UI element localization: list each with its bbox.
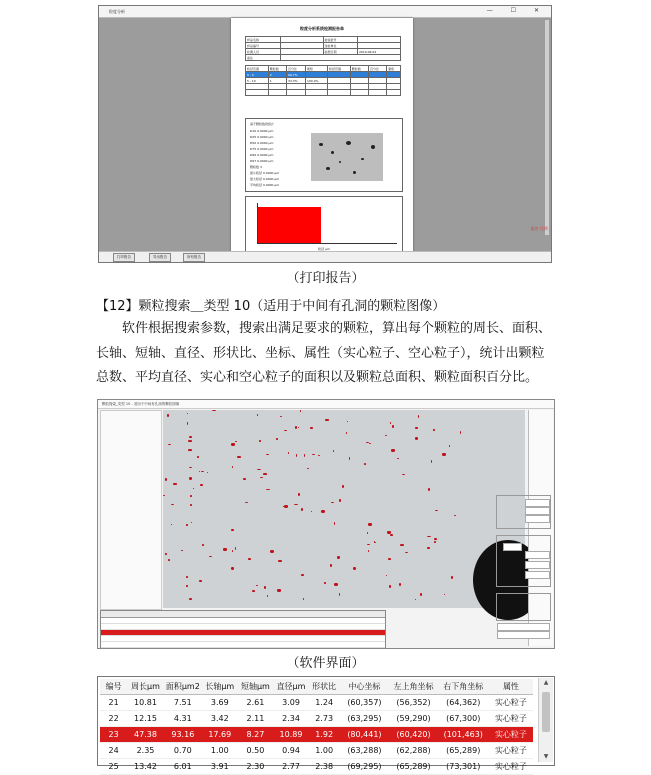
particle-mark bbox=[333, 450, 334, 452]
col-header[interactable]: 属性 bbox=[489, 679, 533, 695]
col-header[interactable]: 右下角坐标 bbox=[438, 679, 489, 695]
table-cell: (65,289) bbox=[389, 759, 437, 775]
paragraph-line-2: 长轴、短轴、直径、形状比、坐标、属性（实心粒子、空心粒子），统计出颗粒 bbox=[96, 346, 545, 361]
particle-mark bbox=[186, 576, 188, 578]
report-info-table: 样品名称 检验批号 样品编号 送检单位 检测人员 检测日期 2019.06.04 备注 bbox=[245, 36, 401, 61]
table-cell: 2.77 bbox=[273, 759, 309, 775]
particle-mark bbox=[334, 583, 338, 586]
table-cell: (59,290) bbox=[389, 711, 437, 727]
particle-mark bbox=[243, 478, 246, 480]
particle-mark bbox=[397, 458, 399, 459]
particle-mark bbox=[248, 558, 251, 560]
particle-mark bbox=[303, 598, 304, 600]
particle-mark bbox=[375, 542, 376, 543]
particle-mark bbox=[207, 472, 208, 473]
stat-line: 最大粒径 0.0000 μm bbox=[250, 177, 280, 181]
particle-mark bbox=[191, 522, 192, 523]
report-title: 粒度分析系统检测报告单 bbox=[300, 26, 344, 31]
table-cell: 7.51 bbox=[164, 695, 202, 711]
table-cell: (73,301) bbox=[438, 759, 489, 775]
particle-mark bbox=[263, 473, 267, 475]
particle-mark bbox=[296, 454, 297, 457]
particle-mark bbox=[298, 493, 300, 496]
table-cell: 实心粒子 bbox=[489, 759, 533, 775]
table-cell: 3.09 bbox=[273, 695, 309, 711]
particle-mark bbox=[374, 541, 375, 543]
particle-mark bbox=[284, 505, 288, 508]
particle-mark bbox=[368, 523, 372, 526]
table-cell: 1.00 bbox=[309, 743, 340, 759]
table-cell: 10.89 bbox=[273, 727, 309, 743]
particle-mark bbox=[342, 485, 344, 488]
particle-mark bbox=[339, 593, 340, 596]
particle-mark bbox=[260, 477, 263, 478]
particle-mark bbox=[171, 504, 174, 505]
table-cell: 3.91 bbox=[202, 759, 238, 775]
table-cell: 实心粒子 bbox=[489, 727, 533, 743]
table-cell: 1.00 bbox=[202, 743, 238, 759]
particle-mark bbox=[433, 429, 435, 431]
particle-mark bbox=[405, 552, 408, 553]
particle-mark bbox=[231, 443, 235, 446]
particle-mark bbox=[168, 559, 170, 561]
particle-mark bbox=[307, 468, 309, 469]
particle-mark bbox=[428, 488, 430, 491]
particle-mark bbox=[434, 541, 436, 543]
particle-mark bbox=[231, 529, 234, 531]
particle-mark bbox=[277, 589, 281, 592]
particle-mark bbox=[418, 415, 419, 418]
table-cell: (63,295) bbox=[339, 711, 389, 727]
report-micrograph bbox=[311, 133, 383, 181]
particle-mark bbox=[171, 524, 172, 525]
particle-mark bbox=[451, 576, 453, 579]
table-cell: 实心粒子 bbox=[489, 695, 533, 711]
col-header[interactable]: 中心坐标 bbox=[339, 679, 389, 695]
table-cell: 2.34 bbox=[273, 711, 309, 727]
stat-line: 最小粒径 0.0000 μm bbox=[250, 171, 280, 175]
particle-mark bbox=[231, 567, 234, 570]
particle-mark bbox=[232, 550, 233, 552]
table-cell: (101,463) bbox=[438, 727, 489, 743]
stat-line: D97 0.0000 μm bbox=[250, 159, 274, 163]
particle-mark bbox=[442, 453, 446, 456]
table-cell: (56,352) bbox=[389, 695, 437, 711]
paragraph-line-1: 软件根据搜索参数，搜索出满足要求的颗粒，算出每个颗粒的周长、面积、 bbox=[122, 321, 552, 336]
particle-mark bbox=[347, 421, 348, 422]
particle-mark bbox=[431, 460, 432, 463]
histogram-bar bbox=[258, 207, 321, 243]
particle-mark bbox=[259, 440, 261, 442]
table-cell: 3.42 bbox=[202, 711, 238, 727]
export-report-button[interactable]: 导出报告 bbox=[149, 253, 171, 262]
interface-result-table[interactable] bbox=[100, 610, 386, 648]
interface-title: 颗粒搜索_类型 10 - 适用于中间有孔洞的颗粒图像 bbox=[102, 402, 180, 406]
particle-mark bbox=[256, 585, 258, 586]
table-cell: (65,289) bbox=[438, 743, 489, 759]
particle-mark bbox=[181, 550, 183, 551]
table-cell: 0.94 bbox=[273, 743, 309, 759]
particle-mark bbox=[364, 463, 366, 465]
table-cell: 2.11 bbox=[238, 711, 274, 727]
particle-mark bbox=[311, 511, 312, 512]
particle-mark bbox=[264, 586, 266, 589]
particle-mark bbox=[390, 422, 391, 424]
section-heading: 【12】颗粒搜索＿类型 10（适用于中间有孔洞的颗粒图像） bbox=[96, 299, 446, 314]
particle-mark bbox=[444, 594, 445, 595]
table-cell: 13.42 bbox=[127, 759, 163, 775]
table-cell: 实心粒子 bbox=[489, 711, 533, 727]
particle-mark bbox=[187, 422, 188, 425]
window-title: 粒度分析 bbox=[109, 9, 125, 14]
particle-mark bbox=[369, 443, 371, 444]
window-controls[interactable]: — ☐ ✕ bbox=[486, 7, 547, 14]
table-cell: 0.70 bbox=[164, 743, 202, 759]
report-window bbox=[98, 5, 552, 263]
particle-mark bbox=[190, 504, 192, 506]
particle-mark bbox=[301, 574, 304, 576]
table-cell: 47.38 bbox=[127, 727, 163, 743]
table-cell: 93.16 bbox=[164, 727, 202, 743]
particle-mark bbox=[280, 416, 282, 417]
table-row[interactable] bbox=[100, 727, 533, 743]
particle-mark bbox=[388, 558, 391, 560]
particle-mark bbox=[188, 449, 192, 451]
particle-mark bbox=[301, 508, 303, 511]
table-header bbox=[100, 679, 533, 695]
particle-mark bbox=[266, 489, 270, 490]
report-window-titlebar bbox=[99, 6, 551, 18]
caption-report: （打印报告） bbox=[286, 271, 365, 286]
particle-mark bbox=[212, 410, 216, 411]
particle-mark bbox=[400, 544, 404, 546]
col-header[interactable]: 直径μm bbox=[273, 679, 309, 695]
particle-mark bbox=[399, 583, 401, 586]
table-cell: (62,288) bbox=[389, 743, 437, 759]
particle-mark bbox=[257, 469, 261, 470]
particle-image-view[interactable] bbox=[163, 410, 525, 608]
particle-mark bbox=[337, 556, 340, 559]
particle-mark bbox=[186, 585, 188, 587]
table-cell: 2.61 bbox=[238, 695, 274, 711]
table-scrollbar[interactable] bbox=[538, 678, 553, 762]
particle-mark bbox=[427, 536, 431, 537]
histogram-xlabel: 粒径 μm bbox=[318, 247, 330, 251]
col-header[interactable]: 短轴μm bbox=[238, 679, 274, 695]
particle-mark bbox=[267, 595, 268, 597]
col-header[interactable]: 面积μm2 bbox=[164, 679, 202, 695]
table-cell: 1.24 bbox=[309, 695, 340, 711]
particle-mark bbox=[367, 532, 368, 534]
particle-mark bbox=[367, 544, 370, 545]
paragraph-line-3: 总数、平均直径、实心和空心粒子的面积以及颗粒总面积、颗粒面积百分比。 bbox=[96, 370, 539, 385]
table-row[interactable] bbox=[100, 743, 533, 759]
particle-mark bbox=[165, 553, 167, 555]
particle-mark bbox=[288, 452, 289, 454]
report-bottom-toolbar bbox=[99, 251, 551, 262]
particle-mark bbox=[415, 437, 418, 440]
table-cell: 1.92 bbox=[309, 727, 340, 743]
left-panel bbox=[100, 410, 162, 610]
particle-mark bbox=[189, 477, 192, 480]
particle-mark bbox=[284, 430, 287, 431]
particle-mark bbox=[201, 471, 204, 472]
table-cell: 8.27 bbox=[238, 727, 274, 743]
particle-mark bbox=[199, 580, 202, 582]
particle-mark bbox=[460, 431, 461, 434]
particle-mark bbox=[427, 547, 430, 549]
table-cell: (80,441) bbox=[339, 727, 389, 743]
particle-mark bbox=[193, 488, 194, 489]
col-header[interactable]: 左上角坐标 bbox=[389, 679, 437, 695]
report-side-controls[interactable]: 报告 比例 bbox=[530, 226, 548, 231]
particle-mark bbox=[266, 454, 269, 455]
table-cell: 4.31 bbox=[164, 711, 202, 727]
table-cell: 6.01 bbox=[164, 759, 202, 775]
particle-mark bbox=[173, 483, 177, 485]
col-header[interactable]: 长轴μm bbox=[202, 679, 238, 695]
particle-mark bbox=[392, 425, 394, 428]
caption-interface: （软件界面） bbox=[286, 656, 365, 671]
particle-mark bbox=[167, 414, 169, 417]
stat-line: D25 0.0000 μm bbox=[250, 135, 274, 139]
report-page bbox=[231, 18, 413, 253]
particle-mark bbox=[435, 510, 438, 511]
print-report-button[interactable]: 打印报告 bbox=[113, 253, 135, 262]
particle-mark bbox=[300, 410, 301, 412]
table-cell: (63,288) bbox=[339, 743, 389, 759]
col-header[interactable]: 编号 bbox=[100, 679, 127, 695]
particle-mark bbox=[389, 585, 391, 588]
particle-mark bbox=[385, 435, 387, 436]
table-row[interactable] bbox=[100, 759, 533, 775]
particle-mark bbox=[318, 455, 320, 456]
particle-mark bbox=[232, 466, 233, 468]
col-header[interactable]: 周长μm bbox=[127, 679, 163, 695]
table-cell: 23 bbox=[100, 727, 127, 743]
particle-mark bbox=[189, 598, 192, 600]
particle-mark bbox=[298, 427, 299, 428]
particle-mark bbox=[190, 495, 192, 497]
particle-mark bbox=[420, 593, 422, 596]
particle-mark bbox=[390, 534, 393, 536]
table-cell: (60,420) bbox=[389, 727, 437, 743]
table-cell: 17.69 bbox=[202, 727, 238, 743]
all-reports-button[interactable]: 所有报告 bbox=[183, 253, 205, 262]
stat-line: D50 0.0000 μm bbox=[250, 141, 274, 145]
particle-mark bbox=[252, 590, 255, 592]
table-row[interactable] bbox=[100, 711, 533, 727]
particle-mark bbox=[186, 524, 188, 526]
particle-mark bbox=[346, 432, 347, 434]
report-scrollbar[interactable] bbox=[545, 20, 549, 235]
col-header[interactable]: 形状比 bbox=[309, 679, 340, 695]
particle-mark bbox=[187, 413, 188, 414]
report-histogram bbox=[245, 196, 403, 254]
particle-mark bbox=[276, 438, 278, 440]
particle-mark bbox=[163, 495, 165, 496]
table-cell: 21 bbox=[100, 695, 127, 711]
particle-mark bbox=[325, 419, 329, 421]
stat-line: D10 0.0000 μm bbox=[250, 129, 274, 133]
particle-mark bbox=[386, 575, 387, 576]
particle-mark bbox=[189, 467, 192, 468]
particle-mark bbox=[324, 582, 326, 584]
particle-mark bbox=[334, 522, 335, 525]
stat-line: 平均粒径 0.0000 μm bbox=[250, 183, 280, 187]
scroll-thumb[interactable] bbox=[542, 692, 550, 732]
table-cell: 2.73 bbox=[309, 711, 340, 727]
scroll-up-icon[interactable]: ▲ bbox=[543, 679, 549, 686]
particle-mark bbox=[209, 556, 212, 557]
stat-line: D75 0.0000 μm bbox=[250, 147, 274, 151]
table-cell: 10.81 bbox=[127, 695, 163, 711]
particle-mark bbox=[235, 441, 237, 442]
particle-mark bbox=[235, 547, 236, 550]
search-parameters-panel[interactable] bbox=[495, 495, 552, 645]
table-cell: 实心粒子 bbox=[489, 743, 533, 759]
stat-line: 颗粒数 3 bbox=[250, 165, 262, 169]
table-cell: 25 bbox=[100, 759, 127, 775]
particle-mark bbox=[349, 457, 350, 460]
particle-mark bbox=[415, 599, 416, 600]
table-cell: (64,362) bbox=[438, 695, 489, 711]
stat-line: D90 0.0000 μm bbox=[250, 153, 274, 157]
particle-mark bbox=[223, 548, 227, 551]
particle-mark bbox=[200, 484, 203, 486]
particle-mark bbox=[353, 567, 356, 570]
particle-mark bbox=[237, 456, 241, 458]
particle-mark bbox=[321, 510, 325, 513]
table-cell: 2.35 bbox=[127, 743, 163, 759]
particle-mark bbox=[331, 502, 334, 503]
particle-mark bbox=[257, 414, 258, 416]
particle-mark bbox=[197, 456, 199, 458]
particle-mark bbox=[434, 538, 437, 540]
particle-mark bbox=[387, 531, 391, 534]
particle-mark bbox=[330, 564, 332, 567]
particle-mark bbox=[246, 502, 248, 503]
particle-mark bbox=[415, 427, 418, 429]
table-cell: 12.15 bbox=[127, 711, 163, 727]
table-cell: 24 bbox=[100, 743, 127, 759]
particle-mark bbox=[278, 560, 282, 562]
particle-mark bbox=[368, 550, 369, 552]
particle-mark bbox=[165, 478, 167, 481]
particle-mark bbox=[391, 449, 395, 452]
particle-mark bbox=[270, 550, 274, 553]
table-cell: (67,300) bbox=[438, 711, 489, 727]
particle-mark bbox=[339, 499, 341, 502]
particle-mark bbox=[295, 426, 297, 429]
particle-table bbox=[100, 679, 533, 775]
table-cell: 2.30 bbox=[238, 759, 274, 775]
particle-mark bbox=[202, 544, 204, 546]
table-cell: (69,295) bbox=[339, 759, 389, 775]
table-cell: (60,357) bbox=[339, 695, 389, 711]
particle-mark bbox=[310, 427, 313, 429]
table-cell: 22 bbox=[100, 711, 127, 727]
table-row[interactable] bbox=[100, 695, 533, 711]
particle-mark bbox=[449, 445, 450, 447]
interface-titlebar bbox=[98, 400, 554, 409]
particle-data-table bbox=[97, 676, 555, 771]
report-range-table: 粒径范围 颗粒数 百分比 累积 粒径范围 颗粒数 百分比 累积 0 - 5 2 66.7% 5 - 10 1 33.3% 100.0% bbox=[245, 65, 401, 96]
particle-mark bbox=[188, 440, 192, 442]
interface-window bbox=[97, 399, 555, 649]
particle-mark bbox=[294, 504, 298, 505]
particle-mark bbox=[304, 454, 305, 457]
particle-mark bbox=[454, 515, 456, 516]
particle-mark bbox=[312, 454, 315, 455]
table-cell: 2.38 bbox=[309, 759, 340, 775]
scroll-down-icon[interactable]: ▼ bbox=[543, 753, 549, 760]
particle-mark bbox=[199, 471, 200, 472]
particle-mark bbox=[168, 444, 171, 445]
table-cell: 3.69 bbox=[202, 695, 238, 711]
table-cell: 0.50 bbox=[238, 743, 274, 759]
particle-mark bbox=[402, 474, 405, 475]
particle-mark bbox=[245, 502, 246, 503]
particle-mark bbox=[189, 436, 192, 438]
stats-title: 基于颗粒数的统计 bbox=[250, 122, 275, 126]
